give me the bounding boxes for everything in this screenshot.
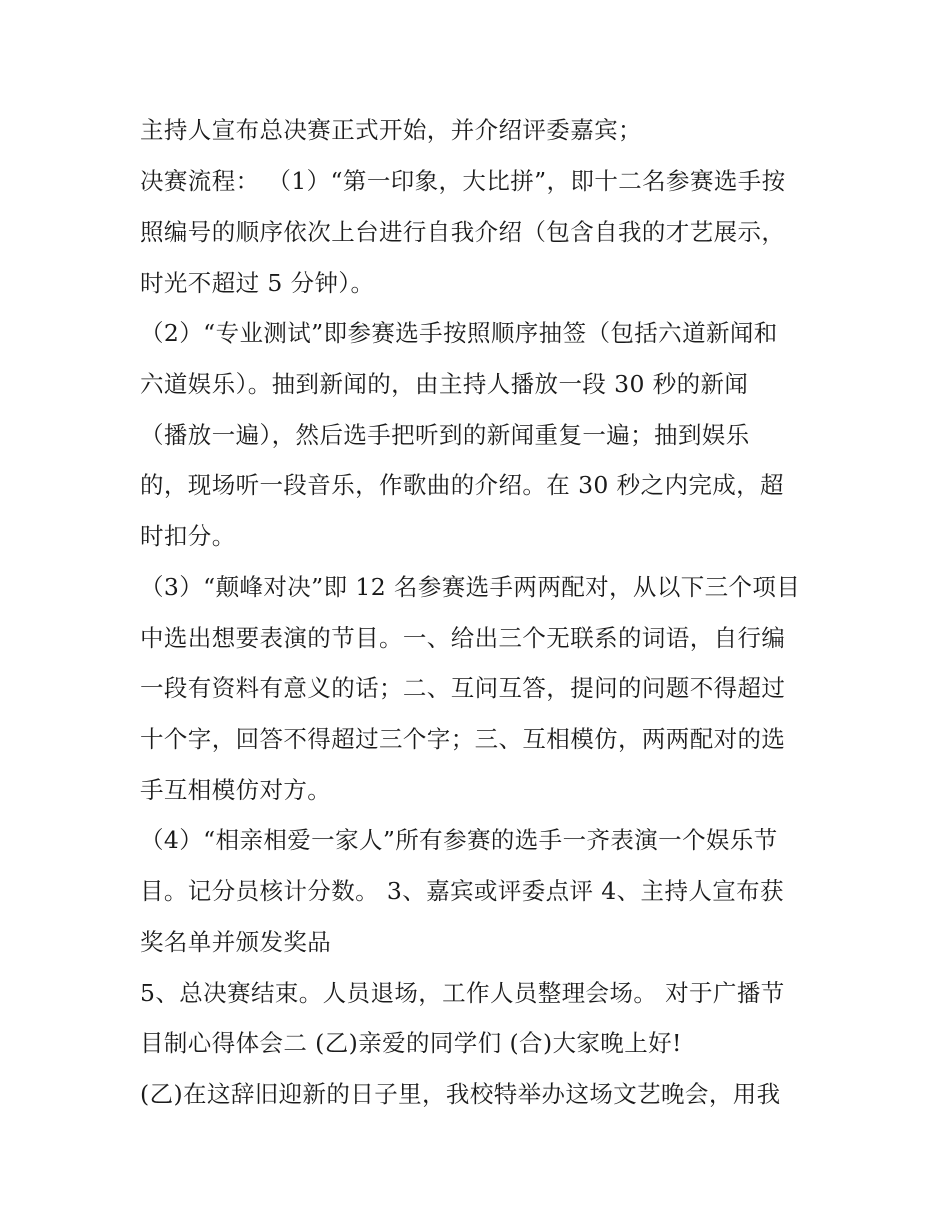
text-line: 目。记分员核计分数。 3、嘉宾或评委点评 4、主持人宣布获 bbox=[140, 877, 784, 905]
text-line: 决赛流程： （1）“第一印象，大比拼”，即十二名参赛选手按 bbox=[140, 167, 786, 195]
text-line: （4）“相亲相爱一家人”所有参赛的选手一齐表演一个娱乐节 bbox=[140, 826, 778, 854]
text-line: 时光不超过 5 分钟）。 bbox=[140, 269, 375, 297]
text-line: 主持人宣布总决赛正式开始，并介绍评委嘉宾； bbox=[140, 116, 642, 144]
text-line: （2）“专业测试”即参赛选手按照顺序抽签（包括六道新闻和 bbox=[140, 319, 778, 347]
text-line: 的，现场听一段音乐，作歌曲的介绍。在 30 秒之内完成，超 bbox=[140, 471, 784, 499]
text-line: 奖名单并颁发奖品 bbox=[140, 928, 332, 956]
text-line: 照编号的顺序依次上台进行自我介绍（包含自我的才艺展示， bbox=[140, 218, 786, 246]
text-line: 十个字，回答不得超过三个字；三、互相模仿，两两配对的选 bbox=[140, 725, 786, 753]
text-line: 目制心得体会二 (乙)亲爱的同学们 (合)大家晚上好! bbox=[140, 1029, 682, 1057]
text-line: 手互相模仿对方。 bbox=[140, 776, 332, 804]
text-line: 时扣分。 bbox=[140, 522, 236, 550]
text-line: (乙)在这辞旧迎新的日子里，我校特举办这场文艺晚会，用我 bbox=[140, 1080, 781, 1108]
text-line: 5、总决赛结束。人员退场，工作人员整理会场。 对于广播节 bbox=[140, 979, 785, 1007]
text-line: （播放一遍），然后选手把听到的新闻重复一遍；抽到娱乐 bbox=[140, 421, 750, 449]
text-line: 六道娱乐）。抽到新闻的，由主持人播放一段 30 秒的新闻 bbox=[140, 370, 749, 398]
text-line: 中选出想要表演的节目。一、给出三个无联系的词语，自行编 bbox=[140, 624, 786, 652]
text-line: 一段有资料有意义的话；二、互问互答，提问的问题不得超过 bbox=[140, 674, 786, 702]
text-line: （3）“颠峰对决”即 12 名参赛选手两两配对，从以下三个项目 bbox=[140, 573, 801, 601]
